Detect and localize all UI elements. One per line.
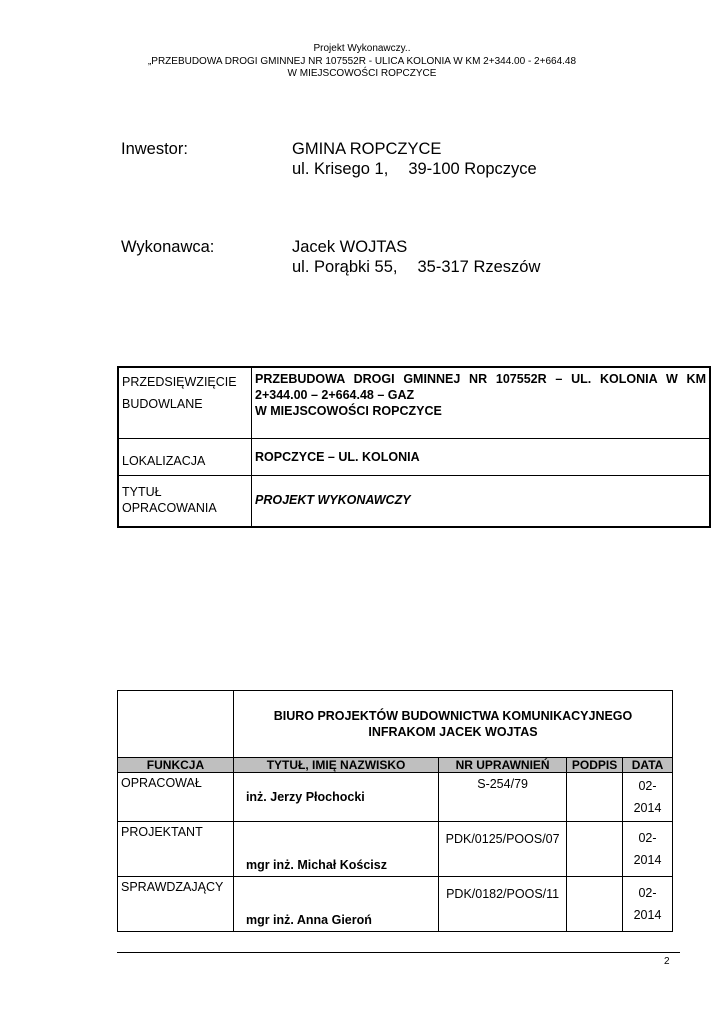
- table-row: [118, 773, 673, 822]
- document-header: [0, 43, 724, 81]
- row-license: S-254/79: [439, 773, 567, 822]
- col-license: NR UPRAWNIEŃ: [439, 758, 567, 773]
- col-signature: PODPIS: [567, 758, 623, 773]
- project-label-line-2: BUDOWLANE: [122, 397, 203, 411]
- row-date: 02- 2014: [623, 822, 673, 877]
- office-blank-cell: [118, 691, 234, 758]
- contractor-street: ul. Porąbki 55,: [292, 258, 398, 276]
- project-row: [118, 367, 710, 438]
- investor-label: Inwestor:: [121, 140, 188, 158]
- project-value-cell: [252, 367, 711, 438]
- contractor-label: Wykonawca:: [121, 238, 215, 256]
- row-date: 02- 2014: [623, 773, 673, 822]
- title-label-line-1: TYTUŁ: [122, 484, 162, 499]
- header-line-2: „PRZEBUDOWA DROGI GMINNEJ NR 107552R - ULICA KOLONIA W KM 2+344.00 - 2+664.48: [147, 55, 577, 67]
- page-number: 2: [664, 956, 670, 967]
- col-date: DATA: [623, 758, 673, 773]
- investor-postal: 39-100 Ropczyce: [408, 160, 537, 178]
- column-header-row: [118, 758, 673, 773]
- project-label-cell: [118, 367, 252, 438]
- office-name-line-1: BIURO PROJEKTÓW BUDOWNICTWA KOMUNIKACYJNEGO: [273, 709, 633, 723]
- col-function: FUNKCJA: [118, 758, 234, 773]
- title-label-cell: [118, 475, 252, 527]
- row-signature: [567, 822, 623, 877]
- office-name-cell: [233, 691, 672, 758]
- header-line-3: W MIEJSCOWOŚCI ROPCZYCE: [287, 68, 437, 79]
- contractor-postal: 35-317 Rzeszów: [417, 258, 541, 276]
- project-label-line-1: PRZEDSIĘWZIĘCIE: [122, 375, 237, 389]
- location-value: ROPCZYCE – UL. KOLONIA: [252, 438, 711, 475]
- investor-name: GMINA ROPCZYCE: [292, 140, 442, 158]
- investor-street: ul. Krisego 1,: [292, 160, 389, 178]
- project-value-line-2: W MIEJSCOWOŚCI ROPCZYCE: [255, 404, 442, 418]
- row-function: PROJEKTANT: [118, 822, 234, 877]
- row-name: mgr inż. Michał Kościsz: [233, 822, 438, 877]
- row-function: OPRACOWAŁ: [118, 773, 234, 822]
- footer-divider: [117, 952, 680, 953]
- row-name: mgr inż. Anna Gieroń: [233, 877, 438, 932]
- design-team-table: [117, 690, 673, 932]
- table-row: [118, 877, 673, 932]
- row-date: 02- 2014: [623, 877, 673, 932]
- table-row: [118, 822, 673, 877]
- project-value-line-1: PRZEBUDOWA DROGI GMINNEJ NR 107552R – UL. KOLONIA W KM 2+344.00 – 2+664.48 – GAZ: [255, 372, 706, 402]
- row-signature: [567, 773, 623, 822]
- row-signature: [567, 877, 623, 932]
- office-row: [118, 691, 673, 758]
- col-name: TYTUŁ, IMIĘ NAZWISKO: [233, 758, 438, 773]
- row-license: PDK/0182/POOS/11: [439, 877, 567, 932]
- row-license: PDK/0125/POOS/07: [439, 822, 567, 877]
- location-row: [118, 438, 710, 475]
- title-row: [118, 475, 710, 527]
- contractor-name: Jacek WOJTAS: [292, 238, 408, 256]
- row-name: inż. Jerzy Płochocki: [233, 773, 438, 822]
- header-line-1: Projekt Wykonawczy..: [313, 43, 411, 54]
- title-value: PROJEKT WYKONAWCZY: [252, 475, 711, 527]
- row-function: SPRAWDZAJĄCY: [118, 877, 234, 932]
- office-name-line-2: INFRAKOM JACEK WOJTAS: [368, 725, 538, 739]
- project-info-table: [117, 366, 711, 528]
- location-label: LOKALIZACJA: [118, 438, 252, 475]
- title-label-line-2: OPRACOWANIA: [122, 500, 217, 515]
